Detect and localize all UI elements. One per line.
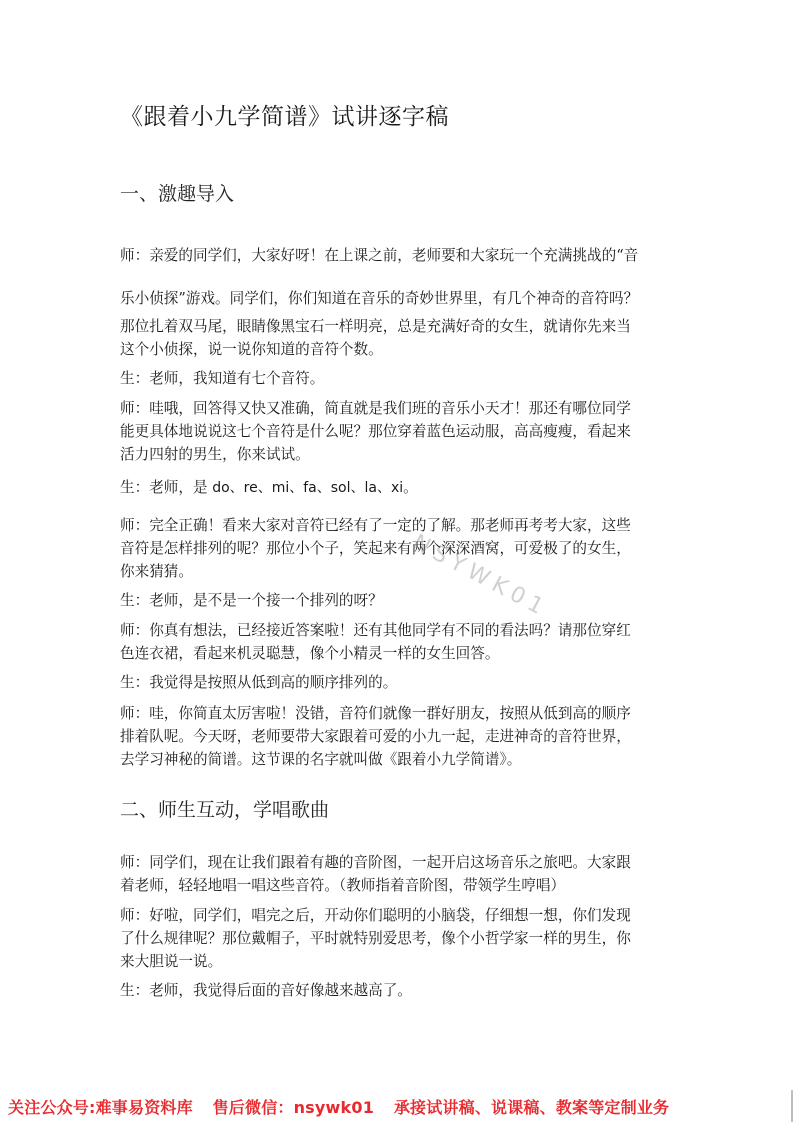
paragraph-student-answer <box>120 367 680 390</box>
text-line: 这个小侦探，说一说你知道的音符个数。 <box>120 341 383 358</box>
footer-official-account: 关注公众号:难事易资料库 <box>8 1098 193 1117</box>
text-line: 师：亲爱的同学们，大家好呀！在上课之前，老师要和大家玩一个充满挑战的“音 <box>120 247 639 264</box>
promo-footer <box>0 1096 793 1120</box>
text-line: 师：哇，你简直太厉害啦！没错，音符们就像一群好朋友，按照从低到高的顺序 <box>120 705 631 722</box>
footer-services: 承接试讲稿、说课稿、教案等定制业务 <box>393 1098 670 1117</box>
text-line: 生：老师，是不是一个接一个排列的呀？ <box>120 592 383 609</box>
text-line: 着老师，轻轻地唱一唱这些音符。（教师指着音阶图，带领学生哼唱） <box>120 877 566 894</box>
text-line: 活力四射的男生，你来试试。 <box>120 446 310 463</box>
text-line: 生：老师，我知道有七个音符。 <box>120 370 325 387</box>
section-heading-1: 一、激趣导入 <box>120 183 235 205</box>
footer-wechat-contact: 售后微信：nsywk01 <box>212 1098 375 1117</box>
text-line: 了什么规律呢？那位戴帽子，平时就特别爱思考，像个小哲学家一样的男生，你 <box>120 930 631 947</box>
text-line: 生：老师，我觉得后面的音好像越来越高了。 <box>120 982 412 999</box>
text-line: 师：同学们，现在让我们跟着有趣的音阶图，一起开启这场音乐之旅吧。大家跟 <box>120 854 631 871</box>
paragraph-teacher-call <box>120 315 680 361</box>
paragraph-student-notes <box>120 476 680 500</box>
text-line: 能更具体地说说这七个音符是什么呢？那位穿着蓝色运动服，高高瘦瘦，看起来 <box>120 423 631 440</box>
watermark: NSYWK01 <box>408 530 553 623</box>
text-suffix: 。 <box>403 479 418 496</box>
section-heading-2: 二、师生互动，学唱歌曲 <box>120 799 330 821</box>
paragraph-student-higher <box>120 979 680 1002</box>
paragraph-teacher-intro-lesson <box>120 702 680 771</box>
text-line: 色连衣裙，看起来机灵聪慧，像个小精灵一样的女生回答。 <box>120 645 500 662</box>
paragraph-teacher-praise <box>120 397 680 466</box>
text-line: 排着队呢。今天呀，老师要带大家跟着可爱的小九一起，走进神奇的音符世界， <box>120 728 631 745</box>
text-prefix: 生：老师，是 <box>120 479 213 496</box>
text-line: 那位扎着双马尾，眼睛像黑宝石一样明亮，总是充满好奇的女生，就请你先来当 <box>120 318 631 335</box>
text-line: 你来猜猜。 <box>120 563 193 580</box>
page-title: 《跟着小九学简谱》试讲逐字稿 <box>120 104 449 130</box>
text-line: 音符是怎样排列的呢？那位小个子，笑起来有两个深深酒窝，可爱极了的女生， <box>120 540 631 557</box>
paragraph-teacher-question <box>120 514 680 583</box>
paragraph-teacher-intro <box>120 244 680 310</box>
paragraph-teacher-scale <box>120 851 680 897</box>
text-line <box>120 476 680 500</box>
text-line: 师：完全正确！看来大家对音符已经有了一定的了解。那老师再考考大家，这些 <box>120 517 631 534</box>
paragraph-teacher-pattern <box>120 904 680 973</box>
paragraph-teacher-followup <box>120 619 680 665</box>
text-line: 去学习神秘的简谱。这节课的名字就叫做《跟着小九学简谱》。 <box>120 751 522 768</box>
text-line: 生：我觉得是按照从低到高的顺序排列的。 <box>120 674 398 691</box>
paragraph-student-guess <box>120 589 680 612</box>
text-line: 师：你真有想法，已经接近答案啦！还有其他同学有不同的看法吗？请那位穿红 <box>120 622 631 639</box>
text-line: 师：哇哦，回答得又快又准确，简直就是我们班的音乐小天才！那还有哪位同学 <box>120 400 631 417</box>
text-line: 乐小侦探”游戏。同学们，你们知道在音乐的奇妙世界里，有几个神奇的音符吗？ <box>120 290 639 307</box>
text-line: 来大胆说一说。 <box>120 953 223 970</box>
paragraph-student-order <box>120 671 680 694</box>
text-line: 师：好啦，同学们，唱完之后，开动你们聪明的小脑袋，仔细想一想，你们发现 <box>120 907 631 924</box>
solfege-notes: do、re、mi、fa、sol、la、xi <box>212 480 404 496</box>
